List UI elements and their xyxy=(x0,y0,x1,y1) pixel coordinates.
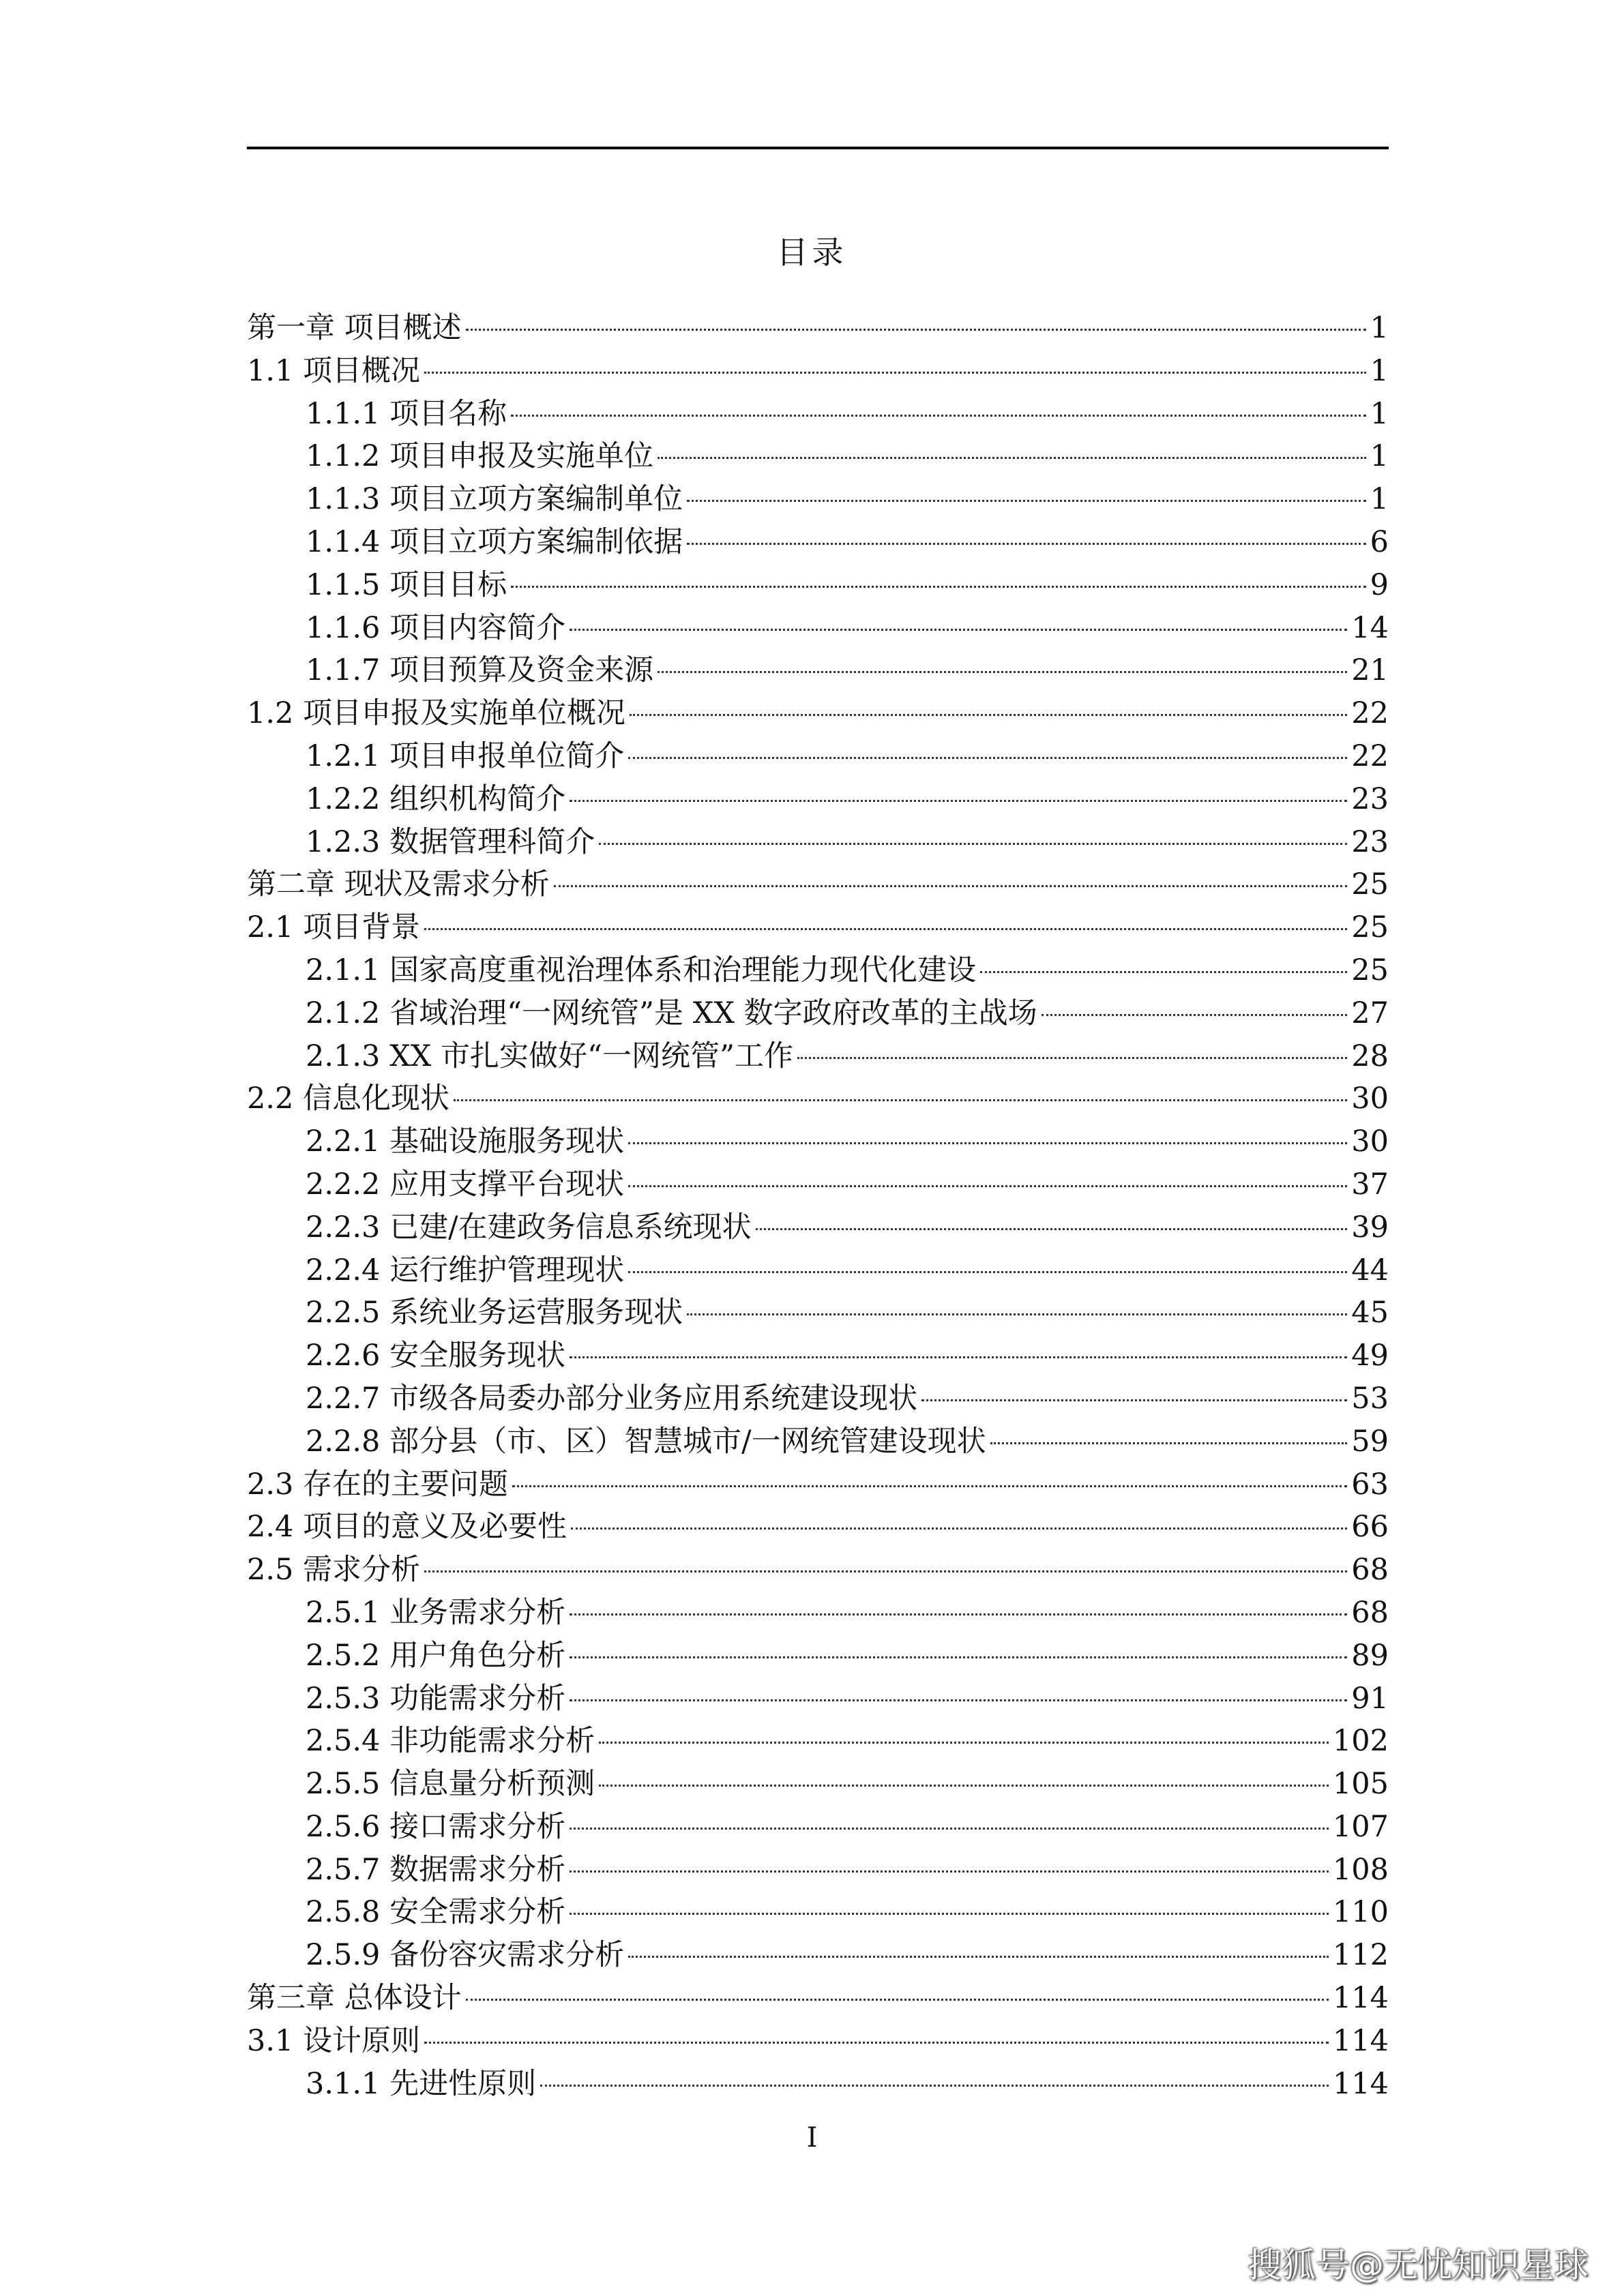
toc-leader-dots xyxy=(570,1656,1347,1658)
toc-entry-label: 2.5.9 备份容灾需求分析 xyxy=(306,1938,625,1973)
toc-entry-label: 2.2.6 安全服务现状 xyxy=(306,1339,566,1373)
toc-entry-label: 2.1 项目背景 xyxy=(247,910,421,945)
toc-entry-label: 1.2.3 数据管理科简介 xyxy=(306,824,595,859)
toc-leader-dots xyxy=(571,1527,1347,1530)
toc-entry[interactable] xyxy=(247,1891,1389,1934)
toc-entry[interactable] xyxy=(247,906,1389,949)
toc-entry-label: 2.3 存在的主要问题 xyxy=(247,1467,509,1502)
toc-entry[interactable] xyxy=(247,1934,1389,1977)
toc-entry-page: 68 xyxy=(1351,1595,1389,1630)
toc-entry[interactable] xyxy=(247,1592,1389,1635)
toc-entry[interactable] xyxy=(247,1849,1389,1892)
toc-entry-page: 63 xyxy=(1351,1467,1389,1502)
toc-leader-dots xyxy=(658,671,1347,673)
toc-leader-dots xyxy=(599,1742,1329,1744)
toc-entry[interactable] xyxy=(247,1206,1389,1249)
toc-entry-page: 27 xyxy=(1351,996,1389,1030)
toc-entry-label: 2.2.4 运行维护管理现状 xyxy=(306,1253,625,1287)
table-of-contents xyxy=(247,307,1389,2105)
toc-entry-page: 25 xyxy=(1351,953,1389,987)
toc-entry-label: 2.2.1 基础设施服务现状 xyxy=(306,1124,625,1159)
toc-entry-page: 114 xyxy=(1332,1981,1389,2016)
toc-entry-label: 1.1 项目概况 xyxy=(247,353,421,388)
toc-leader-dots xyxy=(424,2042,1329,2044)
toc-entry-label: 2.2.5 系统业务运营服务现状 xyxy=(306,1296,683,1330)
toc-entry[interactable] xyxy=(247,778,1389,821)
toc-entry-page: 114 xyxy=(1332,2066,1389,2101)
toc-leader-dots xyxy=(658,457,1366,459)
toc-entry-label: 2.2 信息化现状 xyxy=(247,1082,450,1116)
toc-entry[interactable] xyxy=(247,307,1389,350)
toc-entry-label: 1.2.1 项目申报单位简介 xyxy=(306,739,625,773)
toc-entry-label: 3.1 设计原则 xyxy=(247,2023,421,2058)
toc-leader-dots xyxy=(570,1356,1347,1358)
toc-entry-page: 1 xyxy=(1370,353,1389,388)
toc-leader-dots xyxy=(687,543,1366,545)
toc-entry-page: 1 xyxy=(1370,439,1389,474)
toc-entry[interactable] xyxy=(247,1720,1389,1763)
toc-leader-dots xyxy=(797,1057,1347,1059)
toc-leader-dots xyxy=(570,1828,1329,1830)
toc-entry-page: 37 xyxy=(1351,1167,1389,1202)
toc-entry-label: 1.1.5 项目目标 xyxy=(306,567,507,602)
toc-leader-dots xyxy=(424,928,1347,930)
toc-leader-dots xyxy=(570,1870,1329,1873)
toc-leader-dots xyxy=(628,1271,1347,1273)
toc-entry[interactable] xyxy=(247,1335,1389,1377)
toc-entry-page: 108 xyxy=(1332,1852,1389,1887)
toc-leader-dots xyxy=(512,1485,1347,1487)
toc-entry-label: 2.2.8 部分县（市、区）智慧城市/一网统管建设现状 xyxy=(306,1424,986,1459)
toc-entry[interactable] xyxy=(247,1635,1389,1678)
toc-entry[interactable] xyxy=(247,607,1389,650)
toc-entry[interactable] xyxy=(247,564,1389,607)
toc-entry[interactable] xyxy=(247,435,1389,478)
toc-entry[interactable] xyxy=(247,1506,1389,1549)
toc-entry[interactable] xyxy=(247,521,1389,564)
toc-entry[interactable] xyxy=(247,1420,1389,1463)
toc-entry-page: 49 xyxy=(1351,1339,1389,1373)
toc-entry[interactable] xyxy=(247,2063,1389,2106)
toc-entry-label: 第一章 项目概述 xyxy=(247,311,462,345)
toc-entry-page: 68 xyxy=(1351,1553,1389,1587)
toc-entry-page: 25 xyxy=(1351,867,1389,902)
toc-entry-page: 23 xyxy=(1351,824,1389,859)
toc-entry[interactable] xyxy=(247,1463,1389,1506)
toc-entry-page: 107 xyxy=(1332,1809,1389,1844)
toc-entry-page: 23 xyxy=(1351,781,1389,816)
toc-entry-page: 105 xyxy=(1332,1767,1389,1802)
toc-leader-dots xyxy=(554,885,1348,887)
toc-leader-dots xyxy=(570,1699,1347,1701)
toc-entry-page: 30 xyxy=(1351,1124,1389,1159)
toc-entry-page: 30 xyxy=(1351,1082,1389,1116)
toc-entry-label: 2.5.2 用户角色分析 xyxy=(306,1638,566,1673)
toc-entry-label: 2.5.8 安全需求分析 xyxy=(306,1895,566,1930)
toc-entry[interactable] xyxy=(247,1077,1389,1120)
toc-leader-dots xyxy=(599,843,1347,845)
toc-leader-dots xyxy=(570,1613,1347,1615)
toc-entry[interactable] xyxy=(247,1678,1389,1720)
toc-entry-page: 45 xyxy=(1351,1296,1389,1330)
toc-entry[interactable] xyxy=(247,821,1389,864)
toc-entry[interactable] xyxy=(247,1163,1389,1206)
toc-entry-label: 第二章 现状及需求分析 xyxy=(247,867,550,902)
toc-entry[interactable] xyxy=(247,863,1389,906)
toc-leader-dots xyxy=(687,500,1366,502)
toc-entry[interactable] xyxy=(247,2020,1389,2063)
toc-leader-dots xyxy=(570,800,1347,802)
toc-leader-dots xyxy=(540,2085,1329,2087)
toc-entry-label: 2.1.1 国家高度重视治理体系和治理能力现代化建设 xyxy=(306,953,977,987)
page-number: I xyxy=(806,2122,818,2153)
toc-entry-label: 2.1.2 省域治理“一网统管”是 XX 数字政府改革的主战场 xyxy=(306,996,1037,1030)
toc-entry[interactable] xyxy=(247,735,1389,778)
toc-entry-page: 25 xyxy=(1351,910,1389,945)
toc-leader-dots xyxy=(628,1185,1347,1187)
toc-leader-dots xyxy=(466,1999,1329,2001)
toc-entry-label: 1.1.2 项目申报及实施单位 xyxy=(306,439,654,474)
toc-entry-label: 2.1.3 XX 市扎实做好“一网统管”工作 xyxy=(306,1039,793,1073)
toc-leader-dots xyxy=(511,586,1366,588)
toc-entry[interactable] xyxy=(247,393,1389,436)
toc-entry[interactable] xyxy=(247,1249,1389,1292)
toc-leader-dots xyxy=(570,629,1347,631)
toc-leader-dots xyxy=(424,372,1366,374)
toc-entry-label: 1.1.6 项目内容简介 xyxy=(306,610,566,645)
toc-entry[interactable] xyxy=(247,478,1389,521)
toc-leader-dots xyxy=(424,1570,1347,1572)
toc-entry-page: 39 xyxy=(1351,1210,1389,1244)
toc-entry-page: 53 xyxy=(1351,1381,1389,1416)
toc-entry[interactable] xyxy=(247,1763,1389,1806)
page-title: 目录 xyxy=(776,234,848,271)
toc-entry-label: 2.2.7 市级各局委办部分业务应用系统建设现状 xyxy=(306,1381,918,1416)
toc-entry[interactable] xyxy=(247,649,1389,692)
toc-leader-dots xyxy=(628,1956,1329,1958)
toc-entry-page: 1 xyxy=(1370,482,1389,517)
watermark: 搜狐号@无忧知识星球 xyxy=(1247,2246,1589,2285)
toc-entry-label: 1.1.7 项目预算及资金来源 xyxy=(306,653,654,688)
toc-entry-label: 2.5.6 接口需求分析 xyxy=(306,1809,566,1844)
toc-entry-label: 1.2.2 组织机构简介 xyxy=(306,781,566,816)
toc-entry-page: 102 xyxy=(1332,1724,1389,1759)
toc-entry[interactable] xyxy=(247,1035,1389,1078)
toc-entry-page: 44 xyxy=(1351,1253,1389,1287)
toc-entry-page: 110 xyxy=(1332,1895,1389,1930)
toc-entry-page: 91 xyxy=(1351,1681,1389,1716)
toc-leader-dots xyxy=(687,1313,1347,1315)
toc-entry[interactable] xyxy=(247,1549,1389,1592)
toc-entry[interactable] xyxy=(247,1806,1389,1849)
toc-entry-label: 第三章 总体设计 xyxy=(247,1981,462,2016)
toc-entry-page: 28 xyxy=(1351,1039,1389,1073)
toc-leader-dots xyxy=(990,1442,1348,1444)
toc-entry-label: 2.2.3 已建/在建政务信息系统现状 xyxy=(306,1210,752,1244)
toc-leader-dots xyxy=(980,971,1347,973)
toc-entry-page: 89 xyxy=(1351,1638,1389,1673)
toc-entry-page: 112 xyxy=(1332,1938,1389,1973)
toc-leader-dots xyxy=(599,1785,1329,1787)
toc-entry-label: 1.1.3 项目立项方案编制单位 xyxy=(306,482,683,517)
toc-entry-page: 22 xyxy=(1351,696,1389,731)
toc-leader-dots xyxy=(1042,1014,1348,1016)
toc-entry[interactable] xyxy=(247,1977,1389,2020)
toc-entry-page: 21 xyxy=(1351,653,1389,688)
toc-entry[interactable] xyxy=(247,949,1389,992)
toc-leader-dots xyxy=(454,1099,1347,1101)
toc-entry-label: 1.1.4 项目立项方案编制依据 xyxy=(306,524,683,559)
toc-leader-dots xyxy=(511,415,1366,417)
toc-entry-label: 2.2.2 应用支撑平台现状 xyxy=(306,1167,625,1202)
toc-entry-page: 59 xyxy=(1351,1424,1389,1459)
toc-leader-dots xyxy=(921,1399,1347,1401)
toc-entry[interactable] xyxy=(247,692,1389,735)
toc-entry-label: 2.5 需求分析 xyxy=(247,1553,421,1587)
toc-entry-label: 2.5.3 功能需求分析 xyxy=(306,1681,566,1716)
toc-leader-dots xyxy=(628,1142,1347,1144)
toc-entry-page: 1 xyxy=(1370,396,1389,431)
toc-entry-label: 2.5.7 数据需求分析 xyxy=(306,1852,566,1887)
toc-entry-page: 14 xyxy=(1351,610,1389,645)
toc-entry-page: 114 xyxy=(1332,2023,1389,2058)
toc-entry-page: 1 xyxy=(1370,311,1389,345)
toc-entry-label: 2.5.4 非功能需求分析 xyxy=(306,1724,595,1759)
toc-leader-dots xyxy=(630,714,1347,716)
toc-entry[interactable] xyxy=(247,1292,1389,1335)
toc-leader-dots xyxy=(756,1228,1348,1230)
toc-entry-label: 1.2 项目申报及实施单位概况 xyxy=(247,696,626,731)
toc-entry-label: 2.5.5 信息量分析预测 xyxy=(306,1767,595,1802)
toc-entry-label: 2.4 项目的意义及必要性 xyxy=(247,1510,567,1545)
toc-entry-page: 9 xyxy=(1370,567,1389,602)
toc-entry[interactable] xyxy=(247,350,1389,393)
toc-entry-label: 2.5.1 业务需求分析 xyxy=(306,1595,566,1630)
toc-entry[interactable] xyxy=(247,1377,1389,1420)
toc-leader-dots xyxy=(570,1913,1329,1915)
toc-entry[interactable] xyxy=(247,992,1389,1035)
toc-entry-label: 1.1.1 项目名称 xyxy=(306,396,507,431)
toc-entry-label: 3.1.1 先进性原则 xyxy=(306,2066,537,2101)
toc-entry[interactable] xyxy=(247,1120,1389,1163)
toc-leader-dots xyxy=(466,329,1366,331)
toc-entry-page: 22 xyxy=(1351,739,1389,773)
header-rule xyxy=(247,147,1389,149)
toc-leader-dots xyxy=(628,757,1347,759)
toc-entry-page: 66 xyxy=(1351,1510,1389,1545)
toc-entry-page: 6 xyxy=(1370,524,1389,559)
